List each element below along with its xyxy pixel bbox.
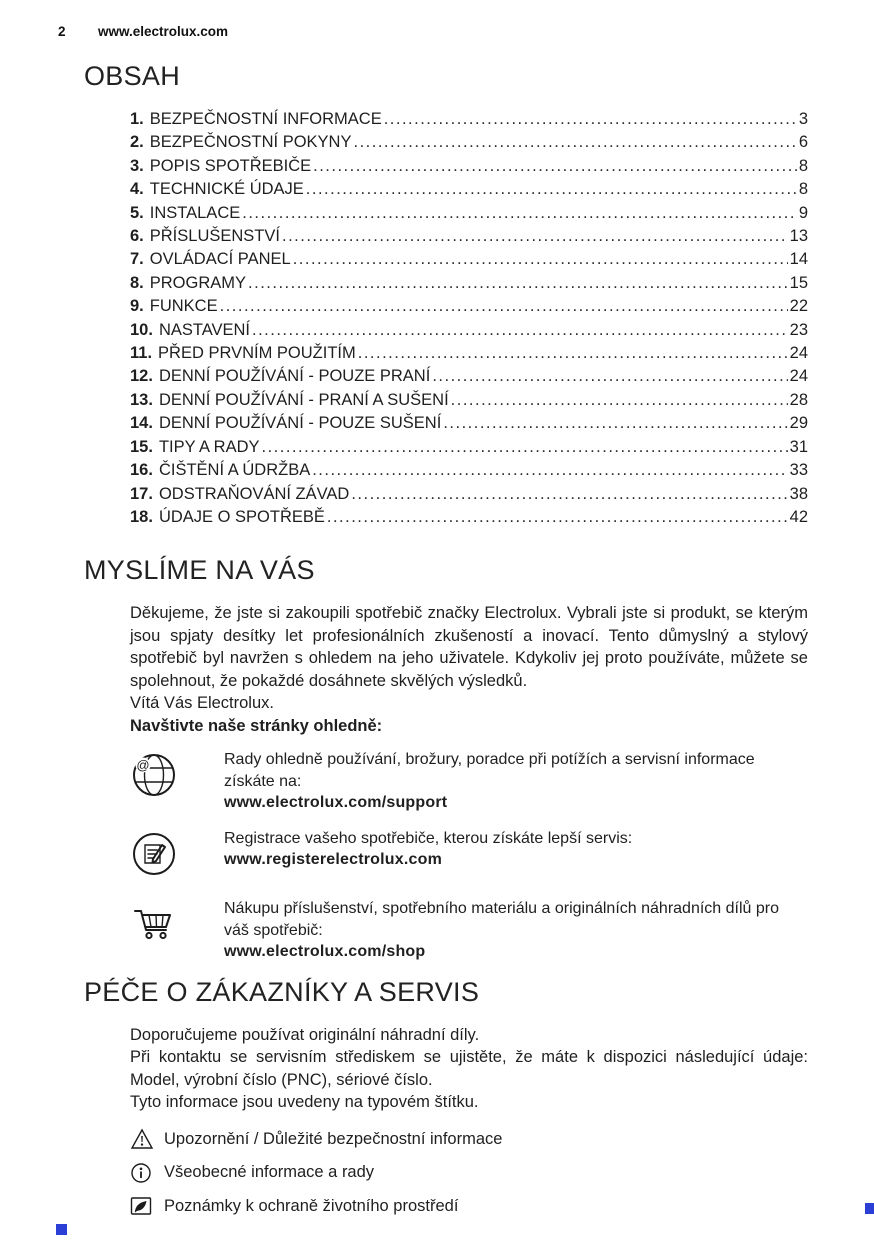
dot-leader [451,389,788,412]
toc-item-number: 14. [130,414,153,433]
toc-item-label: NASTAVENÍ [158,320,251,339]
toc-item-label: OVLÁDACÍ PANEL [149,250,291,269]
register-link-url: www.registerelectrolux.com [224,851,443,869]
toc-row [130,365,808,388]
dot-leader [384,108,797,131]
running-header [0,0,874,39]
visit-label: Navštivte naše stránky ohledně: [130,716,383,735]
toc-item-number: 6. [130,227,144,246]
support-link-url: www.electrolux.com/support [224,794,448,812]
toc-row [130,506,808,529]
info-note-text: Všeobecné informace a rady [164,1163,375,1182]
toc-item-page: 28 [789,390,808,409]
toc-item-number: 12. [130,367,153,386]
care-heading: PÉČE O ZÁKAZNÍKY A SERVIS [84,976,480,1007]
care-line-2: Při kontaktu se servisním střediskem se ujistěte, že máte k dispozici následující údaje: Model, výrobní číslo (PNC), sériové číslo. [130,1048,808,1089]
toc-item-label: POPIS SPOTŘEBIČE [149,156,312,175]
dot-leader [306,178,797,201]
toc-item-label: ČIŠTĚNÍ A ÚDRŽBA [158,461,311,480]
table-of-contents [130,108,808,529]
toc-item-number: 1. [130,110,144,128]
toc-row [130,155,808,178]
dot-leader [313,155,797,178]
dot-leader [262,436,788,459]
page-body [0,61,874,1217]
eco-note-row [130,1195,808,1218]
toc-row [130,319,808,342]
toc-item-page: 38 [789,484,808,503]
page-number: 2 [58,24,66,39]
dot-leader [252,319,788,342]
dot-leader [353,131,796,154]
toc-item-page: 33 [789,461,808,480]
toc-item-number: 15. [130,437,153,456]
info-note-row [130,1161,808,1184]
svg-text:@: @ [136,757,150,773]
care-line-1: Doporučujeme používat originální náhradní díly. [130,1025,480,1044]
toc-item-label: PROGRAMY [149,273,247,292]
toc-item-page: 9 [798,203,808,222]
toc-row [130,108,808,131]
toc-row [130,295,808,318]
toc-item-page: 24 [789,367,808,386]
toc-row [130,272,808,295]
globe-at-icon [130,749,178,814]
care-line-3: Tyto informace jsou uvedeny na typovém štítku. [130,1093,479,1112]
eco-icon [130,1196,154,1216]
toc-item-page: 42 [789,507,808,526]
toc-row [130,412,808,435]
intro-paragraph: Děkujeme, že jste si zakoupili spotřebič značky Electrolux. Vybrali jste si produkt, se kterým jsou spjaty desítky let profesionálních zkušeností a inovací. Tento důmyslný a stylový spotřebič byl navržen s ohledem na jeho uživatele. Kdykoliv jej proto používáte, můžete se spolehnout, že pokaždé dosáhnete skvělých výsledků. [130,604,808,690]
info-icon [130,1162,154,1184]
shopping-cart-icon [130,898,178,963]
toc-item-number: 18. [130,507,153,526]
toc-row [130,342,808,365]
toc-item-label: DENNÍ POUŽÍVÁNÍ - PRANÍ A SUŠENÍ [158,390,449,409]
toc-item-label: FUNKCE [149,297,218,316]
toc-item-number: 9. [130,297,144,316]
register-document-icon [130,828,178,885]
dot-leader [432,365,787,388]
toc-item-page: 14 [789,250,808,269]
toc-item-page: 6 [798,133,808,152]
print-registration-mark [56,1224,67,1235]
shop-link-url: www.electrolux.com/shop [224,943,426,961]
toc-item-number: 3. [130,156,144,175]
toc-item-page: 3 [798,110,808,128]
dot-leader [358,342,788,365]
toc-item-label: TECHNICKÉ ÚDAJE [149,180,304,199]
shop-link-row [130,898,808,963]
toc-item-page: 23 [789,320,808,339]
toc-item-number: 10. [130,320,153,339]
toc-item-number: 2. [130,133,144,152]
toc-item-page: 31 [789,437,808,456]
dot-leader [351,483,787,506]
shop-link-text: Nákupu příslušenství, spotřebního materiálu a originálních náhradních dílů pro váš spotřebič: [224,900,779,939]
toc-item-label: DENNÍ POUŽÍVÁNÍ - POUZE SUŠENÍ [158,414,442,433]
warning-note-text: Upozornění / Důležité bezpečnostní informace [164,1129,503,1148]
toc-row [130,389,808,412]
dot-leader [293,248,788,271]
toc-item-page: 8 [798,180,808,199]
dot-leader [282,225,788,248]
support-link-row [130,749,808,814]
toc-item-label: BEZPEČNOSTNÍ INFORMACE [149,110,382,128]
toc-item-number: 5. [130,203,144,222]
toc-row [130,483,808,506]
warning-note-row [130,1128,808,1151]
toc-item-number: 7. [130,250,144,269]
toc-item-label: DENNÍ POUŽÍVÁNÍ - POUZE PRANÍ [158,367,431,386]
toc-item-label: INSTALACE [149,203,241,222]
toc-item-page: 29 [789,414,808,433]
register-link-text: Registrace vašeho spotřebiče, kterou získáte lepší servis: [224,829,633,847]
eco-note-text: Poznámky k ochraně životního prostředí [164,1196,459,1215]
toc-row [130,459,808,482]
toc-item-label: TIPY A RADY [158,437,260,456]
print-registration-mark [865,1203,874,1214]
toc-item-page: 15 [789,273,808,292]
toc-row [130,248,808,271]
dot-leader [242,202,797,225]
toc-item-page: 8 [798,156,808,175]
toc-item-number: 17. [130,484,153,503]
toc-item-number: 4. [130,180,144,199]
toc-item-page: 22 [789,297,808,316]
dot-leader [248,272,788,295]
toc-item-number: 13. [130,390,153,409]
toc-item-label: ÚDAJE O SPOTŘEBĚ [158,507,325,526]
toc-item-label: ODSTRAŇOVÁNÍ ZÁVAD [158,484,350,503]
toc-item-label: PŘÍSLUŠENSTVÍ [149,227,280,246]
toc-item-number: 11. [130,344,153,363]
toc-heading: OBSAH [84,61,181,91]
toc-item-number: 16. [130,461,153,480]
toc-row [130,178,808,201]
toc-item-label: PŘED PRVNÍM POUŽITÍM [158,344,356,363]
toc-row [130,225,808,248]
welcome-line: Vítá Vás Electrolux. [130,694,274,713]
toc-item-page: 13 [789,227,808,246]
dot-leader [312,459,787,482]
warning-icon [130,1128,154,1150]
dot-leader [220,295,788,318]
toc-row [130,202,808,225]
toc-item-label: BEZPEČNOSTNÍ POKYNY [149,133,352,152]
support-link-text: Rady ohledně používání, brožury, poradce při potížích a servisní informace získáte na: [224,751,755,790]
website-header: www.electrolux.com [98,24,229,39]
dot-leader [443,412,787,435]
toc-row [130,436,808,459]
register-link-row [130,828,808,885]
toc-item-page: 24 [789,344,808,363]
dot-leader [327,506,788,529]
toc-row [130,131,808,154]
toc-item-number: 8. [130,273,144,292]
we-think-heading: MYSLÍME NA VÁS [84,555,315,586]
